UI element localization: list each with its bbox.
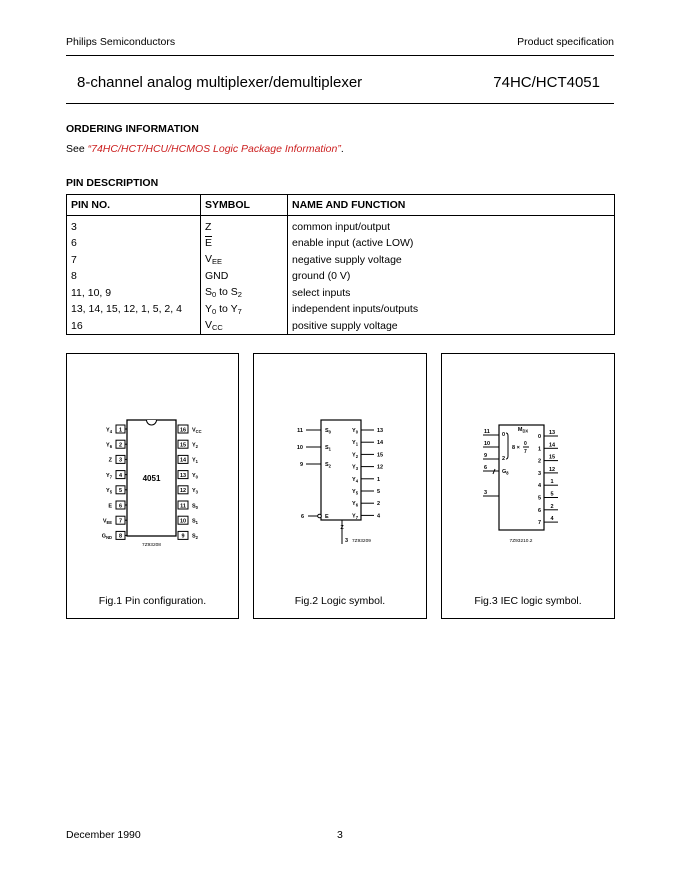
output-number: 12 [377,464,384,471]
function-cell: independent inputs/outputs [288,301,615,318]
pin-number: 16 [179,427,187,434]
output-number: 4 [377,513,381,520]
output-name: $Y_3$ [352,464,358,472]
pin-name: Z [108,457,112,464]
header-doc-type: Product specification [517,36,614,48]
common-name: Z [340,525,344,531]
output-name: $Y_0$ [352,428,358,435]
output-number: 4 [550,516,554,523]
ordering-heading: ORDERING INFORMATION [66,123,199,135]
function-cell: enable input (active LOW) [288,235,615,252]
input-weight: 2 [502,456,506,462]
page-title: 8-channel analog multiplexer/demultiplexer [77,74,363,91]
symbol-cell: $S_0$ to $S_2$ [201,284,288,301]
figure-code: 7Z93209 [352,539,371,544]
pin-number: 4 [118,472,123,479]
input-number: 9 [299,462,303,468]
block-label: $M_{DX}$ [517,427,529,434]
symbol-cell: $V_{CC}$ [201,317,288,334]
pin-number: 9 [181,533,185,540]
common-number: 3 [345,538,349,544]
output-index: 1 [537,446,541,453]
figure-iec-logic-symbol [441,353,615,619]
pin-name: $Y_5$ [106,488,112,495]
footer-date: December 1990 [66,829,141,841]
pin-name: $Y_4$ [106,427,112,434]
pin-name: $Y_2$ [192,442,198,449]
table-row [67,216,615,235]
logic-symbol-diagram [254,354,428,620]
header-rule [66,55,614,56]
input-name: $S_0$ [325,428,331,435]
chip-label: 4051 [142,474,161,483]
pin-name: $V_{EE}$ [102,518,112,525]
pin-cell: 7 [71,253,77,266]
enable-bubble [318,514,322,518]
table-row [67,235,615,252]
output-number: 5 [377,489,381,495]
output-number: 13 [377,428,384,434]
fraction-bottom: 7 [524,449,527,455]
input-number: 9 [484,453,488,459]
pin-name: $Y_7$ [106,472,112,480]
pin-description-heading: PIN DESCRIPTION [66,177,159,189]
pin-cell: 6 [71,237,77,250]
pin-number: 13 [179,472,187,479]
pin-number: 3 [118,457,123,464]
common-number: 3 [484,490,488,496]
pin-cell: 16 [71,319,83,332]
enable-name: E [325,514,329,520]
figure-3-caption: Fig.3 IEC logic symbol. [474,595,582,607]
table-row [67,317,615,334]
iec-logic-symbol-diagram [442,354,616,620]
mdx-block [499,425,544,530]
input-number: 11 [297,428,303,434]
pin-cell: 8 [71,270,77,283]
output-number: 12 [548,466,556,473]
symbol-cell [201,235,288,252]
pin-number: 8 [118,533,123,540]
input-number: 10 [484,441,491,447]
pin-number: 10 [179,518,187,525]
output-name: $Y_2$ [352,452,358,459]
output-name: $Y_6$ [352,501,358,508]
ordering-link[interactable]: “74HC/HCT/HCU/HCMOS Logic Package Information” [87,143,341,155]
pin-number: 1 [118,427,123,434]
output-number: 15 [548,454,556,461]
function-cell: common input/output [288,216,615,235]
output-index: 3 [537,470,541,477]
table-row [67,251,615,268]
function-cell: positive supply voltage [288,317,615,334]
pin-name: $S_2$ [192,533,198,541]
symbol-cell: $V_{EE}$ [201,251,288,268]
output-number: 5 [550,491,554,498]
title-rule [66,103,614,104]
pin-number: 7 [118,518,123,525]
pin-number: 14 [179,457,187,464]
output-name: $Y_4$ [352,476,358,484]
output-number: 14 [377,440,384,447]
page-number: 3 [337,829,343,841]
pin-number: 2 [118,442,123,449]
output-number: 1 [550,479,554,486]
pin-name: $Y_3$ [192,488,198,495]
pin-name: $V_{CC}$ [192,427,202,434]
output-index: 5 [537,495,541,502]
column-header-pin: PIN NO. [67,195,201,216]
figure-1-caption: Fig.1 Pin configuration. [98,595,207,607]
output-number: 13 [548,430,556,436]
fraction-lead: 8 × [512,445,520,451]
output-name: $Y_5$ [352,489,358,496]
table-header-row [67,195,615,216]
function-cell: negative supply voltage [288,251,615,268]
output-index: 7 [537,520,541,527]
input-number: 11 [484,429,490,435]
symbol-text: $\overline{E}$ [205,237,213,250]
pin-number: 12 [179,488,187,495]
pin-number: 15 [179,442,187,449]
input-weight: 0 [502,432,506,438]
ordering-prefix: See [66,143,88,155]
output-index: 6 [537,507,541,514]
figure-code: 7Z93210.2 [509,539,533,544]
pin-name: $S_1$ [192,518,198,525]
output-index: 0 [537,434,541,440]
symbol-cell: Z [201,216,288,235]
pin-name: $S_0$ [192,503,198,510]
input-number: 10 [296,445,303,451]
pin-description-table [66,194,615,335]
enable-number: 6 [484,465,488,471]
enable-number: 6 [300,514,304,520]
output-index: 2 [537,458,541,465]
column-header-function: NAME AND FUNCTION [288,195,615,216]
column-header-symbol: SYMBOL [201,195,288,216]
header-company: Philips Semiconductors [66,36,176,48]
output-index: 4 [537,483,541,490]
output-number: 15 [377,452,384,459]
pin-number: 6 [118,503,123,510]
input-name: $S_1$ [325,445,331,452]
group-label: $G_8$ [502,469,509,476]
fraction-top: 0 [524,441,527,447]
pin-number: 5 [118,488,123,495]
figure-code: 7Z93208 [142,543,161,548]
pin-cell: 13, 14, 15, 12, 1, 5, 2, 4 [71,303,182,316]
table-row [67,268,615,285]
output-number: 2 [550,503,554,510]
output-number: 1 [377,476,381,483]
part-number: 74HC/HCT4051 [493,74,600,91]
input-name: $S_2$ [325,462,331,469]
function-cell: select inputs [288,284,615,301]
ordering-suffix: . [340,143,344,155]
pin-number: 11 [180,503,186,510]
function-cell: ground (0 V) [288,268,615,285]
table-row [67,301,615,318]
figure-logic-symbol [253,353,427,619]
figure-2-caption: Fig.2 Logic symbol. [294,595,386,607]
output-name: $Y_7$ [352,513,358,520]
ordering-text [66,143,344,155]
output-number: 14 [548,442,556,449]
pin-name: $Y_1$ [192,457,198,465]
pin-name: E [108,503,112,510]
pin-cell: 11, 10, 9 [71,286,112,299]
output-number: 2 [377,501,381,508]
pin-name: $Y_0$ [192,472,198,480]
symbol-cell: $Y_0$ to $Y_7$ [201,301,288,318]
table-row [67,284,615,301]
pin-cell: 3 [71,220,77,233]
pin-configuration-diagram [67,354,240,620]
output-name: $Y_1$ [352,440,358,447]
pin-name: $G_{ND}$ [101,533,112,541]
pin-name: $Y_6$ [106,442,112,449]
figure-pin-configuration [66,353,239,619]
symbol-cell: GND [201,268,288,285]
